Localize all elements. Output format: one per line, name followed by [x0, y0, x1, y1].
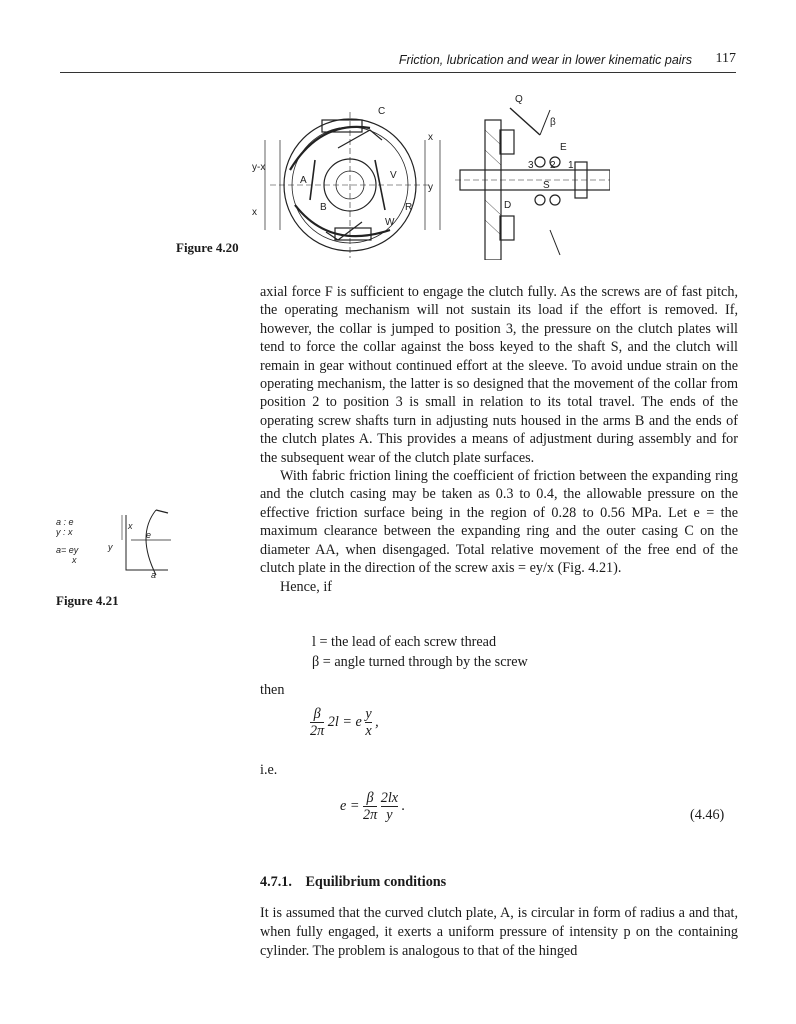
- fig420-label-b: B: [320, 202, 327, 213]
- fig420-label-v: V: [390, 170, 397, 181]
- fig420-label-a: A: [300, 175, 307, 186]
- fig421-eq1b: y : x: [56, 527, 73, 537]
- figure-4-20-drawing: [250, 90, 610, 260]
- figure-4-21-caption: Figure 4.21: [56, 593, 119, 608]
- fig420-label-y2: y: [428, 182, 433, 193]
- paragraph-2: With fabric friction lining the coefficient of friction between the expanding ring and the clutch casing may be taken as 0.3 to 0.4, the allowable pressure on the effective friction surface being in the region of 0.28 to 0.56 MPa. Let e = the maximum clearance between the expanding ring and the outer casing C on the diameter AA, when disengaged. Total relative movement of the free end of the clutch plate in the direction of the screw axis = ey/x (Fig. 4.21).: [260, 468, 738, 577]
- section-title: Equilibrium conditions: [305, 874, 447, 890]
- eq-then-frac2: $\frac{y}{x}$: [365, 706, 372, 739]
- figure-4-20: [250, 90, 610, 260]
- fig420-label-yx: y-x: [252, 162, 266, 173]
- final-paragraph: It is assumed that the curved clutch plate, A, is circular in form of radius a and that, when fully engaged, it exerts a uniform pressure of intensity p on the containing cylinder. The problem is analogous to that of the hinged: [260, 905, 738, 959]
- equation-4-46: e = $\frac{\beta}{2\pi}$ $\frac{2lx}{y}$ .: [340, 790, 406, 823]
- fig421-label-y: y: [108, 542, 113, 552]
- fig420-label-r: R: [405, 202, 413, 213]
- then-word: then: [260, 682, 285, 698]
- fig421-eq2b: x: [72, 555, 77, 565]
- eq-ie-frac1: $\frac{\beta}{2\pi}$: [362, 790, 378, 823]
- fig420-label-q: Q: [515, 94, 523, 105]
- equation-number: (4.46): [690, 807, 725, 823]
- fig420-label-2: 2: [550, 160, 556, 171]
- fig420-label-d: D: [504, 200, 512, 211]
- fig420-label-s: S: [543, 180, 550, 191]
- fig420-label-beta: β: [550, 117, 556, 128]
- definition-l: l = the lead of each screw thread: [312, 634, 497, 650]
- fig420-label-c: C: [378, 106, 386, 117]
- fig421-label-x: x: [128, 521, 133, 531]
- figure-4-21: [56, 505, 176, 585]
- running-title: Friction, lubrication and wear in lower kinematic pairs: [398, 53, 692, 67]
- section-number: 4.7.1.: [260, 874, 292, 890]
- ie-word: i.e.: [260, 762, 278, 778]
- running-header: [60, 50, 736, 73]
- fig420-label-x2: x: [428, 132, 433, 143]
- figure-4-21-drawing: [56, 505, 176, 585]
- eq-then-frac1: $\frac{\beta}{2\pi}$: [310, 706, 325, 739]
- fig421-eq2: a= ey: [56, 545, 79, 555]
- fig421-label-e: e: [146, 530, 152, 540]
- page-number: 117: [715, 51, 736, 66]
- eq-ie-lhs: e =: [340, 797, 360, 814]
- fig420-label-e: E: [560, 142, 567, 153]
- fig420-label-x: x: [252, 207, 257, 218]
- fig421-eq1: a : e: [56, 517, 74, 527]
- body-text: [260, 283, 738, 596]
- fig421-label-a: a: [151, 570, 157, 580]
- equation-then: $\frac{\beta}{2\pi}$ 2l = e $\frac{y}{x}$ ,: [310, 706, 379, 739]
- figure-4-20-caption: Figure 4.20: [176, 240, 239, 255]
- fig420-label-3: 3: [528, 160, 534, 171]
- eq-then-middle: 2l = e: [327, 713, 362, 730]
- paragraph-1: axial force F is sufficient to engage the clutch fully. As the screws are of fast pitch, the operating mechanism will not sustain its load if the effort is removed. If, however, the collar is jumped to position 3, the pressure on the clutch plates will tend to force the collar against the boss keyed to the shaft S, and the clutch will remain in gear without continued effort at the sleeve. To avoid undue strain on the operating mechanism, the latter is so designed that the movement of the collar from position 2 to position 3 is small in relation to its total travel. The ends of the operating screw shafts turn in adjusting nuts housed in the arms B and the ends of the clutch plates A. This provides a means of adjustment during assembly and for the subsequent wear of the clutch plate surfaces.: [260, 284, 738, 466]
- eq-ie-frac2: $\frac{2lx}{y}$: [380, 790, 399, 823]
- fig420-label-1: 1: [568, 160, 574, 171]
- fig420-label-w: W: [385, 217, 395, 228]
- section-heading: [260, 874, 446, 891]
- paragraph-3: Hence, if: [280, 578, 332, 595]
- definition-beta: β = angle turned through by the screw: [312, 654, 528, 670]
